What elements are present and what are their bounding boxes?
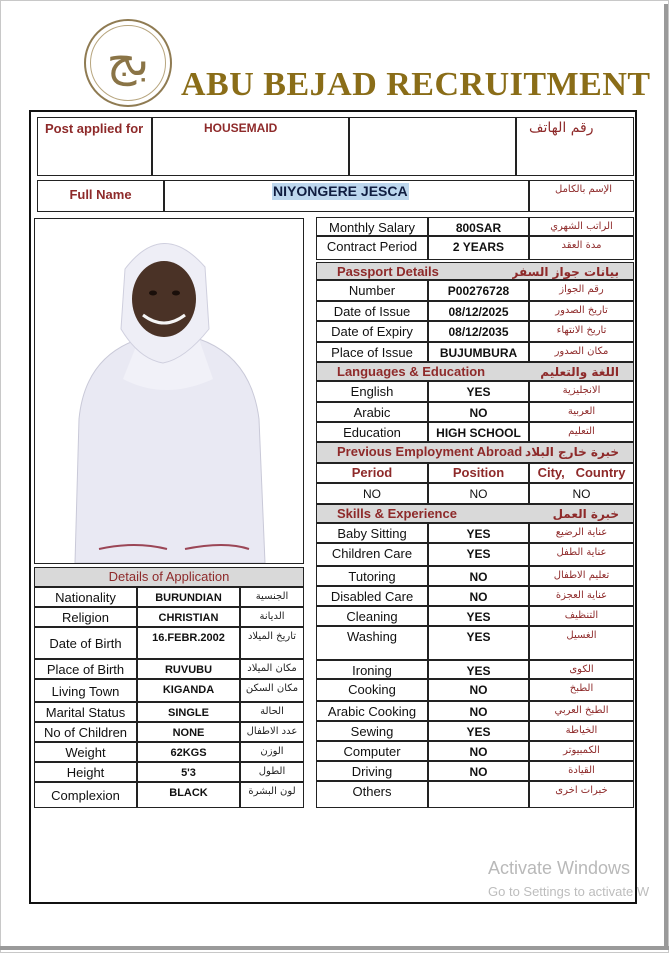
fullname-label-cell: [37, 180, 164, 212]
skill-5-value: YES: [428, 626, 529, 660]
passport-2-ar: تاريخ الانتهاء: [529, 321, 634, 342]
app-2-label: Date of Birth: [34, 627, 137, 659]
abroad-header: [316, 442, 634, 463]
app-3-label: Place of Birth: [34, 659, 137, 679]
skill-12-label: Others: [316, 781, 428, 808]
passport-1-label: Date of Issue: [316, 301, 428, 321]
passport-0-ar: رقم الجواز: [529, 280, 634, 301]
app-3-value: RUVUBU: [137, 659, 240, 679]
fullname-value-cell: [164, 180, 529, 212]
skill-11-value: NO: [428, 761, 529, 781]
skill-0-ar: عناية الرضيع: [529, 523, 634, 543]
skill-8-ar: الطبخ العربي: [529, 701, 634, 721]
abroad-value-2: NO: [529, 483, 634, 504]
app-0-label: Nationality: [34, 587, 137, 607]
languages-2-ar: التعليم: [529, 422, 634, 442]
app-6-label: No of Children: [34, 722, 137, 742]
passport-2-value: 08/12/2035: [428, 321, 529, 342]
skill-7-value: NO: [428, 679, 529, 701]
languages-2-value: HIGH SCHOOL: [428, 422, 529, 442]
languages-title: Languages & Education: [337, 364, 486, 379]
skill-10-ar: الكمبيوتر: [529, 741, 634, 761]
application-title: Details of Application: [108, 569, 230, 584]
page-shadow-right: [664, 4, 668, 950]
skill-7-ar: الطبخ: [529, 679, 634, 701]
skill-2-value: NO: [428, 566, 529, 586]
languages-1-ar: العربية: [529, 402, 634, 422]
passport-title: Passport Details: [337, 264, 439, 279]
skill-9-value: YES: [428, 721, 529, 741]
skill-11-ar: القيادة: [529, 761, 634, 781]
app-6-value: NONE: [137, 722, 240, 742]
logo-glyph: بج: [106, 32, 150, 86]
app-3-ar: مكان الميلاد: [240, 659, 304, 679]
skill-8-value: NO: [428, 701, 529, 721]
post-blank-cell: [349, 117, 516, 176]
passport-3-value: BUJUMBURA: [428, 342, 529, 362]
fullname-label-ar: الإسم بالكامل: [555, 184, 613, 195]
passport-2-label: Date of Expiry: [316, 321, 428, 342]
app-9-value: BLACK: [137, 782, 240, 808]
app-6-ar: عدد الاطفال: [240, 722, 304, 742]
activate-windows-subtitle: Go to Settings to activate W: [488, 884, 650, 899]
app-8-value: 5'3: [137, 762, 240, 782]
phone-cell: [516, 117, 634, 176]
app-5-ar: الحالة: [240, 702, 304, 722]
skill-1-ar: عناية الطفل: [529, 543, 634, 566]
languages-1-label: Arabic: [316, 402, 428, 422]
post-value-cell: [152, 117, 349, 176]
post-label-cell: [37, 117, 152, 176]
app-4-label: Living Town: [34, 679, 137, 702]
passport-1-ar: تاريخ الصدور: [529, 301, 634, 321]
languages-0-ar: الانجليزية: [529, 381, 634, 402]
app-4-value: KIGANDA: [137, 679, 240, 702]
passport-header: [316, 262, 634, 280]
abroad-col-0: Period: [316, 463, 428, 483]
employment-0-value: 800SAR: [428, 217, 529, 236]
company-name: ABU BEJAD RECRUITMENT: [181, 66, 651, 103]
passport-3-ar: مكان الصدور: [529, 342, 634, 362]
skill-6-value: YES: [428, 660, 529, 679]
company-logo: [84, 19, 172, 107]
post-label: Post applied for: [45, 121, 144, 136]
fullname-value: NIYONGERE JESCA: [273, 183, 408, 199]
skill-4-value: YES: [428, 606, 529, 626]
app-7-value: 62KGS: [137, 742, 240, 762]
languages-header: [316, 362, 634, 381]
passport-0-value: P00276728: [428, 280, 529, 301]
employment-0-label: Monthly Salary: [316, 217, 428, 236]
app-5-value: SINGLE: [137, 702, 240, 722]
passport-1-value: 08/12/2025: [428, 301, 529, 321]
employment-1-label: Contract Period: [316, 236, 428, 260]
languages-2-label: Education: [316, 422, 428, 442]
languages-0-label: English: [316, 381, 428, 402]
employment-1-value: 2 YEARS: [428, 236, 529, 260]
app-8-label: Height: [34, 762, 137, 782]
employment-1-ar: مدة العقد: [529, 236, 634, 260]
skill-11-label: Driving: [316, 761, 428, 781]
app-8-ar: الطول: [240, 762, 304, 782]
app-2-ar: تاريخ الميلاد: [240, 627, 304, 659]
abroad-title-ar: خبرة خارج البلاد: [525, 445, 619, 459]
fullname-ar-cell: [529, 180, 634, 212]
abroad-col-2: City, Country: [529, 463, 634, 483]
skill-3-label: Disabled Care: [316, 586, 428, 606]
fullname-label: Full Name: [69, 187, 132, 202]
skill-10-label: Computer: [316, 741, 428, 761]
skill-1-label: Children Care: [316, 543, 428, 566]
skill-5-ar: الغسيل: [529, 626, 634, 660]
passport-3-label: Place of Issue: [316, 342, 428, 362]
skill-4-ar: التنظيف: [529, 606, 634, 626]
app-0-ar: الجنسية: [240, 587, 304, 607]
skill-9-label: Sewing: [316, 721, 428, 741]
languages-title-ar: اللغة والتعليم: [540, 365, 619, 379]
abroad-value-0: NO: [316, 483, 428, 504]
app-1-value: CHRISTIAN: [137, 607, 240, 627]
app-9-ar: لون البشرة: [240, 782, 304, 808]
skills-title: Skills & Experience: [337, 506, 457, 521]
abroad-col-1: Position: [428, 463, 529, 483]
app-7-label: Weight: [34, 742, 137, 762]
skill-8-label: Arabic Cooking: [316, 701, 428, 721]
skill-1-value: YES: [428, 543, 529, 566]
app-1-ar: الديانة: [240, 607, 304, 627]
app-9-label: Complexion: [34, 782, 137, 808]
app-1-label: Religion: [34, 607, 137, 627]
skill-0-label: Baby Sitting: [316, 523, 428, 543]
app-7-ar: الوزن: [240, 742, 304, 762]
skill-5-label: Washing: [316, 626, 428, 660]
applicant-photo: [34, 218, 304, 564]
skill-7-label: Cooking: [316, 679, 428, 701]
app-5-label: Marital Status: [34, 702, 137, 722]
app-4-ar: مكان السكن: [240, 679, 304, 702]
languages-1-value: NO: [428, 402, 529, 422]
app-0-value: BURUNDIAN: [137, 587, 240, 607]
skills-title-ar: خبرة العمل: [552, 507, 619, 521]
phone-label-ar: رقم الهاتف: [529, 120, 594, 136]
skill-9-ar: الخياطة: [529, 721, 634, 741]
app-2-value: 16.FEBR.2002: [137, 627, 240, 659]
passport-title-ar: بيانات جواز السفر: [511, 265, 619, 279]
page-shadow-bottom: [0, 946, 669, 950]
skill-12-value: [428, 781, 529, 808]
abroad-title: Previous Employment Abroad: [337, 444, 523, 459]
skill-3-ar: عناية العجزة: [529, 586, 634, 606]
activate-windows-title: Activate Windows: [488, 858, 631, 878]
languages-0-value: YES: [428, 381, 529, 402]
skills-header: [316, 504, 634, 523]
skill-2-label: Tutoring: [316, 566, 428, 586]
skill-6-ar: الكوى: [529, 660, 634, 679]
skill-10-value: NO: [428, 741, 529, 761]
abroad-value-1: NO: [428, 483, 529, 504]
skill-4-label: Cleaning: [316, 606, 428, 626]
employment-0-ar: الراتب الشهري: [529, 217, 634, 236]
skill-3-value: NO: [428, 586, 529, 606]
post-value: HOUSEMAID: [204, 121, 278, 135]
applicant-photo-drawing: [35, 219, 303, 563]
skill-6-label: Ironing: [316, 660, 428, 679]
skill-12-ar: خبرات اخرى: [529, 781, 634, 808]
application-header: [34, 567, 304, 587]
skill-2-ar: تعليم الاطفال: [529, 566, 634, 586]
passport-0-label: Number: [316, 280, 428, 301]
skill-0-value: YES: [428, 523, 529, 543]
